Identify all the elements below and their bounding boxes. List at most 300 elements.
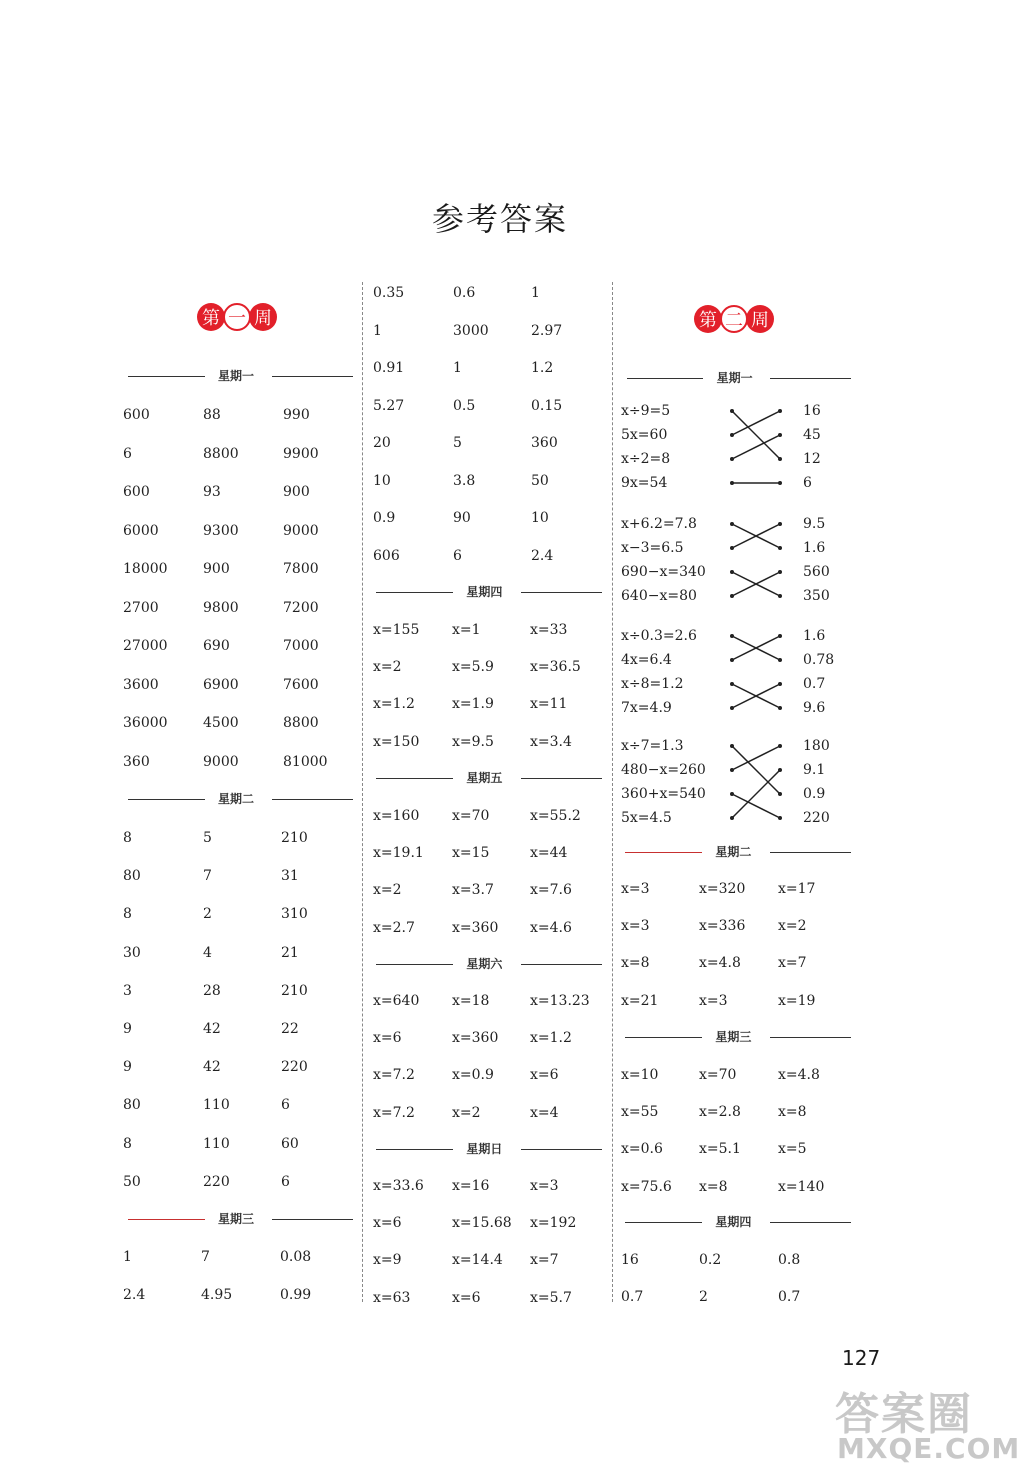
answer-cell: 10 (373, 472, 391, 489)
match-answer: 350 (803, 588, 830, 604)
answer-cell: 900 (283, 484, 310, 500)
match-dot (778, 594, 782, 598)
divider-line (627, 378, 703, 379)
answer-cell: x=21 (621, 992, 659, 1009)
column-separator (612, 282, 613, 1302)
answer-cell: x=1.2 (530, 1030, 572, 1047)
answer-cell: 0.6 (453, 285, 476, 301)
divider-line (128, 376, 205, 377)
answer-cell: 8 (123, 906, 132, 923)
match-dot (778, 570, 782, 574)
week-badge-char: 周 (746, 305, 774, 333)
answer-cell: x=2 (373, 659, 402, 676)
answer-cell: x=70 (452, 808, 490, 824)
match-dot (730, 457, 734, 461)
divider-line (272, 799, 353, 800)
answer-cell: 16 (621, 1252, 639, 1268)
answer-cell: 2.97 (531, 322, 563, 339)
day-header (128, 367, 353, 385)
answer-cell: x=4.8 (699, 955, 741, 972)
answer-cell: x=3.4 (530, 733, 572, 750)
answer-cell: 0.08 (280, 1249, 312, 1265)
match-answer: 560 (803, 564, 830, 580)
answer-cell: 7 (201, 1249, 210, 1265)
day-header (128, 790, 353, 808)
week-badge-pill (197, 303, 277, 331)
answer-cell: x=140 (778, 1178, 825, 1195)
answer-cell: x=33.6 (373, 1178, 424, 1194)
answer-cell: 4500 (203, 715, 239, 731)
answer-cell: 6000 (123, 522, 159, 539)
match-dot (778, 634, 782, 638)
answer-cell: x=1 (452, 622, 481, 638)
match-answer: 220 (803, 810, 830, 826)
match-answer: 180 (803, 738, 830, 754)
answer-cell: x=2.8 (699, 1104, 741, 1121)
match-line (732, 770, 780, 818)
answer-cell: 60 (281, 1135, 299, 1152)
answer-cell: 0.91 (373, 360, 405, 376)
match-dot (730, 744, 734, 748)
divider-line (521, 1149, 602, 1150)
answer-cell: x=10 (621, 1067, 659, 1083)
answer-cell: x=16 (452, 1178, 490, 1194)
matching-lines (728, 402, 788, 498)
answer-cell: 5.27 (373, 397, 405, 414)
divider-line (521, 778, 602, 779)
answer-cell: 93 (203, 484, 221, 500)
equation-text: 7x=4.9 (621, 700, 672, 716)
answer-cell: 600 (123, 407, 150, 423)
match-line (732, 746, 780, 770)
match-dot (778, 792, 782, 796)
answer-cell: x=70 (699, 1067, 737, 1083)
answer-cell: x=75.6 (621, 1178, 672, 1195)
answer-cell: x=3 (530, 1178, 559, 1194)
week-badge-char: 第 (694, 305, 722, 333)
answer-cell: 8800 (283, 715, 319, 731)
answer-cell: x=8 (778, 1104, 807, 1121)
answer-cell: 990 (283, 407, 310, 423)
answer-cell: 2.4 (531, 547, 554, 564)
equation-text: 9x=54 (621, 475, 668, 491)
day-label: 星期三 (715, 1030, 752, 1044)
answer-cell: x=1.9 (452, 696, 494, 713)
answer-cell: 210 (281, 982, 308, 999)
answer-cell: 310 (281, 906, 308, 923)
answer-cell: 7 (203, 868, 212, 885)
answer-cell: x=160 (373, 808, 420, 824)
answer-cell: 18000 (123, 561, 168, 577)
answer-cell: 6 (281, 1097, 290, 1114)
answer-cell: 31 (281, 868, 299, 885)
divider-line (376, 964, 453, 965)
answer-cell: 50 (531, 472, 549, 489)
answer-cell: 36000 (123, 715, 168, 731)
answer-cell: 9800 (203, 599, 239, 616)
answer-cell: x=155 (373, 622, 420, 638)
answer-cell: 6900 (203, 676, 239, 693)
answer-cell: 5 (203, 830, 212, 846)
answer-cell: 0.35 (373, 285, 405, 301)
answer-cell: 88 (203, 407, 221, 423)
day-label: 星期二 (218, 792, 255, 806)
answer-cell: 2.4 (123, 1287, 146, 1303)
answer-cell: x=4 (530, 1104, 559, 1121)
answer-cell: x=3 (699, 992, 728, 1009)
answer-cell: x=4.8 (778, 1067, 820, 1083)
day-label: 星期一 (716, 371, 753, 385)
match-answer: 9.6 (803, 700, 826, 716)
match-dot (730, 522, 734, 526)
answer-cell: 1 (373, 322, 382, 339)
answer-cell: x=44 (530, 845, 568, 862)
answer-cell: x=18 (452, 993, 490, 1009)
answer-cell: 4.95 (201, 1287, 233, 1303)
page-number: 127 (842, 1346, 881, 1370)
equation-text: 480−x=260 (621, 762, 706, 778)
match-dot (730, 816, 734, 820)
match-answer: 1.6 (803, 628, 826, 644)
answer-cell: x=36.5 (530, 659, 581, 676)
watermark-text: 答案圈 (835, 1389, 973, 1440)
answer-cell: x=5.7 (530, 1289, 572, 1306)
answer-cell: x=7.6 (530, 882, 572, 899)
answer-cell: 220 (203, 1173, 230, 1190)
answer-cell: 2700 (123, 599, 159, 616)
answer-cell: 50 (123, 1173, 141, 1190)
matching-lines (728, 627, 788, 723)
day-header (625, 1028, 851, 1046)
answer-cell: x=2.7 (373, 919, 415, 936)
match-answer: 9.5 (803, 516, 826, 532)
answer-cell: 80 (123, 868, 141, 885)
match-line (732, 411, 780, 435)
answer-cell: 20 (373, 435, 391, 451)
day-label: 星期三 (218, 1212, 255, 1226)
equation-text: 5x=60 (621, 427, 668, 443)
match-dot (778, 816, 782, 820)
day-header (376, 583, 602, 601)
match-answer: 1.6 (803, 540, 826, 556)
answer-cell: 4 (203, 944, 212, 961)
day-header (376, 1140, 602, 1158)
answer-cell: x=55.2 (530, 808, 581, 824)
answer-cell: 7600 (283, 676, 319, 693)
answer-cell: x=7 (778, 955, 807, 972)
divider-line (128, 1219, 205, 1220)
match-dot (730, 481, 734, 485)
day-label: 星期四 (715, 1215, 752, 1229)
equation-text: 360+x=540 (621, 786, 706, 802)
match-answer: 0.9 (803, 786, 826, 802)
match-dot (778, 682, 782, 686)
answer-cell: 1.2 (531, 360, 554, 376)
answer-cell: x=360 (452, 1030, 499, 1047)
equation-text: x÷0.3=2.6 (621, 628, 697, 644)
equation-text: x÷9=5 (621, 403, 671, 419)
match-dot (730, 634, 734, 638)
day-header (627, 369, 851, 387)
equation-text: x÷2=8 (621, 451, 671, 467)
answer-cell: x=150 (373, 733, 420, 750)
match-dot (778, 409, 782, 413)
week-badge-char: 周 (249, 303, 277, 331)
day-header (128, 1210, 353, 1228)
answer-cell: x=5.9 (452, 659, 494, 676)
answer-cell: 8 (123, 1135, 132, 1152)
answer-cell: 606 (373, 547, 400, 564)
match-line (732, 435, 780, 459)
divider-line (521, 592, 602, 593)
answer-cell: 0.9 (373, 510, 396, 526)
answer-cell: 210 (281, 830, 308, 846)
answer-cell: x=3 (621, 918, 650, 935)
answer-cell: 3 (123, 982, 132, 999)
week-badge-pill (694, 305, 774, 333)
answer-cell: 2 (699, 1289, 708, 1305)
watermark-url: MXQE.COM (837, 1432, 1020, 1465)
equation-text: 5x=4.5 (621, 810, 672, 826)
answer-cell: 3.8 (453, 472, 476, 489)
answer-cell: 0.7 (621, 1289, 644, 1305)
answer-cell: x=15 (452, 845, 490, 862)
answer-cell: x=640 (373, 993, 420, 1009)
divider-line (521, 964, 602, 965)
answer-cell: x=0.9 (452, 1067, 494, 1084)
day-label: 星期二 (715, 845, 752, 859)
answer-cell: 360 (531, 435, 558, 451)
answer-cell: x=3 (621, 881, 650, 897)
answer-cell: x=7 (530, 1252, 559, 1269)
week-badge-char: 二 (720, 305, 748, 333)
answer-cell: 600 (123, 484, 150, 500)
match-answer: 12 (803, 451, 821, 467)
answer-cell: 220 (281, 1059, 308, 1076)
divider-line (376, 778, 453, 779)
match-dot (778, 433, 782, 437)
equation-text: x−3=6.5 (621, 540, 684, 556)
answer-cell: 7800 (283, 561, 319, 577)
equation-text: 4x=6.4 (621, 652, 672, 668)
match-dot (730, 792, 734, 796)
match-dot (778, 744, 782, 748)
answer-cell: 3600 (123, 676, 159, 693)
answer-cell: 80 (123, 1097, 141, 1114)
equation-text: x÷7=1.3 (621, 738, 684, 754)
answer-cell: x=1.2 (373, 696, 415, 713)
match-answer: 6 (803, 475, 812, 491)
match-line (732, 411, 780, 459)
divider-line (770, 378, 851, 379)
answer-cell: x=192 (530, 1215, 577, 1232)
answer-cell: 21 (281, 944, 299, 961)
match-dot (778, 658, 782, 662)
answer-cell: x=6 (530, 1067, 559, 1084)
answer-cell: 9000 (203, 753, 239, 770)
equation-text: x÷8=1.2 (621, 676, 684, 692)
answer-cell: x=360 (452, 919, 499, 936)
answer-cell: 1 (123, 1249, 132, 1265)
answer-cell: 0.2 (699, 1252, 722, 1268)
answer-cell: 2 (203, 906, 212, 923)
answer-cell: x=15.68 (452, 1215, 512, 1232)
day-label: 星期日 (466, 1142, 503, 1156)
answer-cell: x=55 (621, 1104, 659, 1121)
answer-cell: x=5.1 (699, 1141, 741, 1158)
answer-cell: 7200 (283, 599, 319, 616)
answer-cell: x=19 (778, 992, 816, 1009)
match-dot (730, 768, 734, 772)
match-dot (730, 570, 734, 574)
week-badge-char: 一 (223, 303, 251, 331)
answer-cell: x=3.7 (452, 882, 494, 899)
answer-cell: 5 (453, 435, 462, 451)
answer-cell: 9300 (203, 522, 239, 539)
match-line (732, 746, 780, 794)
match-dot (778, 457, 782, 461)
answer-cell: 22 (281, 1021, 299, 1037)
match-dot (730, 409, 734, 413)
answer-cell: 360 (123, 753, 150, 770)
divider-line (770, 1037, 851, 1038)
week-badge-char: 第 (197, 303, 225, 331)
answer-cell: 0.7 (778, 1289, 801, 1305)
answer-cell: 3000 (453, 322, 489, 339)
equation-text: x+6.2=7.8 (621, 516, 697, 532)
answer-cell: x=5 (778, 1141, 807, 1158)
day-header (376, 955, 602, 973)
answer-cell: 0.8 (778, 1252, 801, 1268)
answer-cell: x=17 (778, 881, 816, 897)
answer-cell: x=4.6 (530, 919, 572, 936)
day-header (376, 769, 602, 787)
column-separator (362, 282, 363, 1302)
day-label: 星期四 (466, 585, 503, 599)
answer-cell: x=6 (452, 1289, 481, 1306)
day-label: 星期一 (218, 369, 255, 383)
answer-cell: 6 (281, 1173, 290, 1190)
answer-cell: 0.5 (453, 397, 476, 414)
answer-cell: 900 (203, 561, 230, 577)
answer-cell: 1 (453, 360, 462, 376)
answer-cell: 8800 (203, 445, 239, 462)
answer-cell: 10 (531, 510, 549, 526)
answer-cell: x=13.23 (530, 993, 590, 1009)
page-title: 参考答案 (431, 200, 568, 238)
answer-cell: 30 (123, 944, 141, 961)
answer-cell: x=14.4 (452, 1252, 503, 1269)
answer-cell: 0.99 (280, 1287, 312, 1303)
answer-cell: 81000 (283, 753, 328, 770)
answer-cell: 6 (123, 445, 132, 462)
answer-cell: 42 (203, 1059, 221, 1076)
divider-line (770, 852, 851, 853)
divider-line (376, 592, 453, 593)
watermark-logo (835, 1378, 1020, 1468)
match-dot (778, 522, 782, 526)
equation-text: 690−x=340 (621, 564, 706, 580)
match-dot (730, 546, 734, 550)
match-dot (778, 706, 782, 710)
match-dot (778, 768, 782, 772)
divider-line (272, 376, 353, 377)
answer-cell: 9000 (283, 522, 319, 539)
answer-cell: x=320 (699, 881, 746, 897)
answer-cell: x=7.2 (373, 1067, 415, 1084)
answer-cell: x=6 (373, 1215, 402, 1232)
day-header (625, 1213, 851, 1231)
answer-cell: x=336 (699, 918, 746, 935)
matching-lines (728, 515, 788, 611)
answer-cell: 6 (453, 547, 462, 564)
match-answer: 45 (803, 427, 821, 443)
answer-cell: x=9 (373, 1252, 402, 1269)
answer-cell: x=19.1 (373, 845, 424, 862)
match-dot (730, 658, 734, 662)
match-answer: 0.7 (803, 676, 826, 692)
answer-cell: 42 (203, 1021, 221, 1037)
answer-cell: x=2 (373, 882, 402, 899)
answer-cell: 690 (203, 638, 230, 654)
match-dot (730, 594, 734, 598)
answer-cell: 27000 (123, 638, 168, 654)
answer-cell: x=9.5 (452, 733, 494, 750)
day-label: 星期五 (466, 771, 503, 785)
match-dot (778, 546, 782, 550)
divider-line (625, 1037, 702, 1038)
answer-cell: x=2 (778, 918, 807, 935)
divider-line (128, 799, 205, 800)
answer-cell: x=7.2 (373, 1104, 415, 1121)
answer-cell: x=2 (452, 1104, 481, 1121)
match-dot (730, 433, 734, 437)
day-label: 星期六 (466, 957, 503, 971)
matching-lines (728, 737, 788, 833)
answer-cell: 28 (203, 982, 221, 999)
answer-cell: 9900 (283, 445, 319, 462)
answer-cell: 110 (203, 1135, 230, 1152)
divider-line (625, 1222, 702, 1223)
match-dot (730, 706, 734, 710)
answer-cell: 9 (123, 1021, 132, 1037)
answer-cell: x=8 (621, 955, 650, 972)
answer-cell: x=11 (530, 696, 568, 713)
divider-line (376, 1149, 453, 1150)
answer-cell: 90 (453, 510, 471, 526)
match-line (732, 794, 780, 818)
answer-cell: 1 (531, 285, 540, 301)
match-dot (730, 682, 734, 686)
answer-cell: 7000 (283, 638, 319, 654)
match-answer: 0.78 (803, 652, 835, 668)
answer-cell: x=33 (530, 622, 568, 638)
day-header (625, 843, 851, 861)
divider-line (770, 1222, 851, 1223)
answer-cell: x=8 (699, 1178, 728, 1195)
answer-cell: x=0.6 (621, 1141, 663, 1158)
match-answer: 16 (803, 403, 821, 419)
divider-line (625, 852, 702, 853)
match-answer: 9.1 (803, 762, 826, 778)
match-dot (778, 481, 782, 485)
answer-cell: 110 (203, 1097, 230, 1114)
answer-cell: x=63 (373, 1289, 411, 1306)
equation-text: 640−x=80 (621, 588, 697, 604)
answer-cell: 9 (123, 1059, 132, 1076)
answer-cell: 0.15 (531, 397, 563, 414)
divider-line (272, 1219, 353, 1220)
